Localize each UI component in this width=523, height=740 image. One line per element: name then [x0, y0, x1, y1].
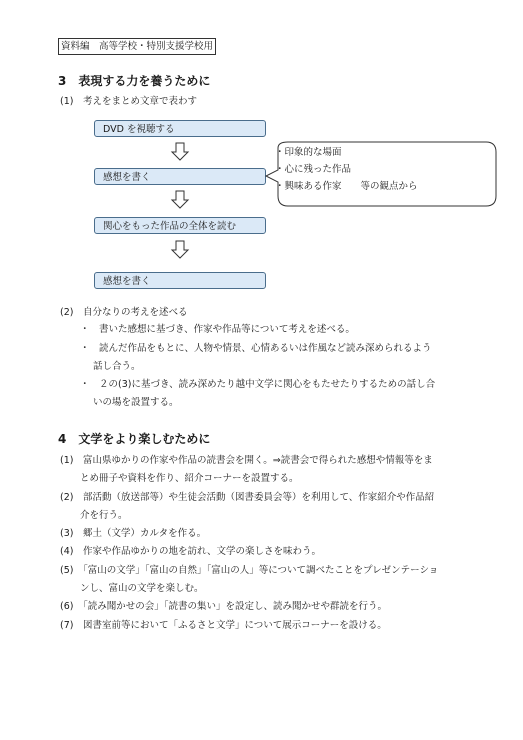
section-4-heading: 4 文学をより楽しむために	[58, 432, 211, 446]
flow-step-2: 感想を書く	[94, 168, 266, 185]
item-2-line: ・ ２の(3)に基づき、読み深めたり越中文学に関心をもたせたりするための話し合	[80, 379, 436, 390]
section-4-line: (2) 部活動（放送部等）や生徒会活動（図書委員会等）を利用して、作家紹介や作品紹	[60, 492, 435, 503]
flow-step-3: 関心をもった作品の全体を読む	[94, 217, 266, 234]
callout-line-1: ・印象的な場面	[275, 147, 342, 158]
item-2-line: ・ 読んだ作品をもとに、人物や情景、心情あるいは作風など読み深められるよう	[80, 343, 432, 354]
document-category-tag: 資料編 高等学校・特別支援学校用	[58, 38, 216, 55]
section-3-heading: 3 表現する力を養うために	[58, 74, 211, 88]
section-4-line: ンし、富山の文学を楽しむ。	[80, 583, 204, 594]
section-4-line: (4) 作家や作品ゆかりの地を訪れ、文学の楽しさを味わう。	[60, 546, 322, 557]
section-4-line: 介を行う。	[80, 510, 128, 521]
section-4-line: (5) 「富山の文学」「富山の自然」「富山の人」等について調べたことをプレゼンテーショ	[60, 565, 439, 576]
item-2-line: 話し合う。	[93, 361, 141, 372]
section-4-line: (1) 富山県ゆかりの作家や作品の読書会を開く。⇒読書会で得られた感想や情報等をま	[60, 455, 433, 466]
down-arrow-icon	[170, 240, 190, 260]
item-2-line: いの場を設置する。	[93, 397, 179, 408]
flow-step-1: DVD を視聴する	[94, 120, 266, 137]
section-3-item-2-label: (2) 自分なりの考えを述べる	[60, 307, 188, 318]
callout-line-2: ・心に残った作品	[275, 164, 352, 175]
section-4-line: (3) 郷土（文学）カルタを作る。	[60, 528, 207, 539]
flow-step-4: 感想を書く	[94, 272, 266, 289]
section-4-line: (7) 図書室前等において「ふるさと文学」について展示コーナーを設ける。	[60, 620, 387, 631]
callout-line-3: ・興味ある作家 等の観点から	[275, 181, 418, 192]
section-4-line: とめ冊子や資料を作り、紹介コーナーを設置する。	[80, 473, 299, 484]
section-3-item-1-label: (1) 考えをまとめ文章で表わす	[60, 96, 197, 107]
item-2-line: ・ 書いた感想に基づき、作家や作品等について考えを述べる。	[80, 324, 355, 335]
section-4-line: (6) 「読み聞かせの会」「読書の集い」を設定し、読み聞かせや群読を行う。	[60, 601, 387, 612]
